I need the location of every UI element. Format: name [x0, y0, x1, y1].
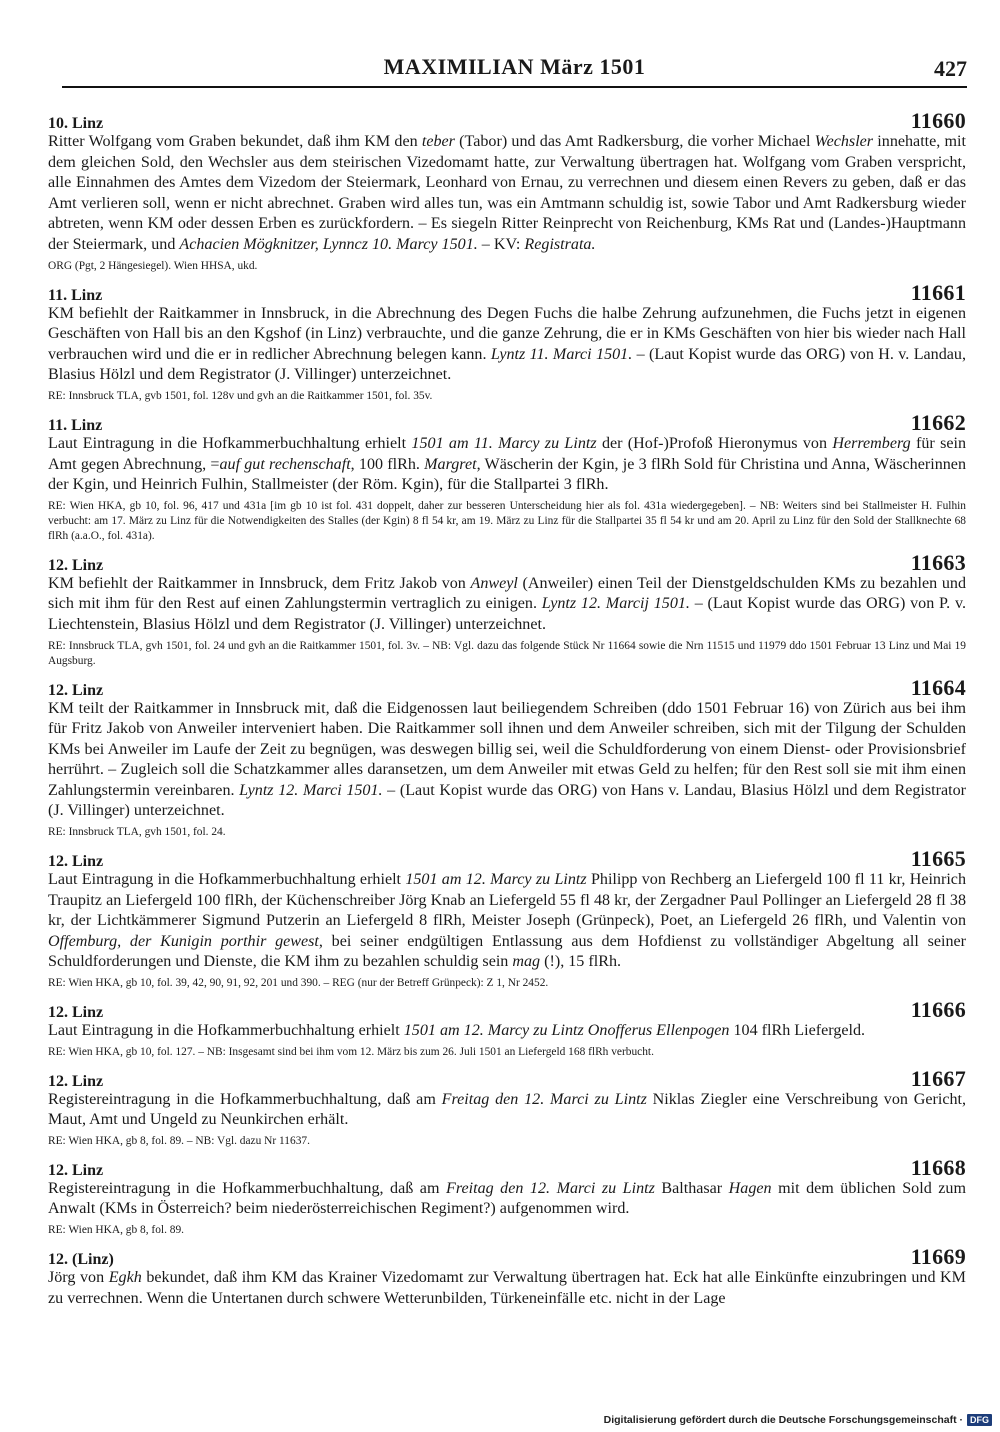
- page-header: [62, 52, 967, 84]
- dfg-logo: DFG: [967, 1414, 992, 1426]
- text-segment: KM befiehlt der Raitkammer in Innsbruck, in die Abrechnung des Degen Fuchs die halbe Zehrung aufzunehmen, die Fuchs jetzt in eigenen Geschäften von Hall bis an den Kgshof (in Linz) verbrauchte, und die ganze Zehrung, die er in KMs Geschäften von hier bis wieder nach Hall verbrauchen wird und die er in redlicher Abrechnung belegen kann.: [48, 304, 966, 363]
- entry-text: [48, 304, 966, 386]
- italic-segment: 1501 am 11. Marcy zu Lintz: [411, 434, 597, 452]
- italic-segment: Lyntz 12. Marci 1501.: [239, 781, 383, 799]
- entry-heading: [48, 1066, 966, 1090]
- text-segment: , bei seiner endgültigen Entlassung aus dem Hofdienst zu vollständiger Abgeltung all seiner Schuldforderungen und Dienste, die KM ihm zu bezahlen schuldig sein: [48, 932, 966, 971]
- italic-segment: Wechsler: [814, 133, 874, 150]
- entry-source-note: ORG (Pgt, 2 Hängesiegel). Wien HHSA, ukd.: [48, 259, 258, 272]
- entry-date: 12. (Linz): [48, 1251, 114, 1268]
- page-footer: [604, 1414, 992, 1426]
- entry-source-note: RE: Wien HKA, gb 10, fol. 96, 417 und 431a [im gb 10 ist fol. 431 doppelt, daher zur besseren Unterscheidung hier als fol. 431a wiedergegeben]. – NB: Weiters sind bei Stallmeister H. Fulhin verbucht: am 17. März zu Linz für die Notwendigkeiten des Stalles (der Kgin) 8 fl 54 kr, am 19. März zu Linz für die Stallpartei 35 fl 54 kr und am 20. April zu Linz für den Sold der Stallknechte 68 flRh (a.a.O., fol. 431a).: [48, 499, 966, 542]
- regest-entry: [48, 997, 966, 1060]
- regest-entry: [48, 280, 966, 404]
- entry-heading: [48, 846, 966, 870]
- regest-entry: [48, 108, 966, 274]
- entry-text: [48, 1268, 966, 1309]
- italic-segment: teber: [421, 133, 455, 150]
- text-segment: Jörg von: [48, 1269, 109, 1286]
- entry-number: 11666: [910, 997, 966, 1023]
- italic-segment: 1501 am 12. Marcy zu Lintz Onofferus Ellenpogen: [403, 1022, 730, 1040]
- text-segment: Laut Eintragung in die Hofkammerbuchhaltung erhielt: [48, 871, 406, 889]
- entry-number: 11661: [910, 279, 966, 305]
- entry-text: [48, 870, 966, 973]
- entry-source-note: RE: Wien HKA, gb 10, fol. 39, 42, 90, 91, 92, 201 und 390. – REG (nur der Betreff Grünpeck): Z 1, Nr 2452.: [48, 977, 549, 990]
- text-segment: mit dem üblichen Sold zum Anwalt (KMs in Österreich? beim niederösterreichischen Regiment?) aufgenommen wird.: [48, 1179, 966, 1218]
- italic-segment: Hagen: [728, 1179, 772, 1197]
- entry-text: [48, 699, 966, 823]
- entry-date: 11. Linz: [48, 286, 103, 304]
- italic-segment: 1501 am 12. Marcy zu Lintz: [405, 871, 587, 889]
- text-segment: Balthasar: [654, 1179, 729, 1197]
- italic-segment: Anweyl: [470, 574, 518, 592]
- entry-date: 12. Linz: [48, 681, 104, 699]
- text-segment: – (Laut Kopist wurde das ORG) von H. v. Landau, Blasius Hölzl und dem Registrator (J. Villinger) unterzeichnet.: [48, 345, 966, 384]
- text-segment: – (Laut Kopist wurde das ORG) von Hans v. Landau, Blasius Hölzl und dem Registrator (J. Villinger) unterzeichnet.: [48, 781, 966, 820]
- entry-source-note: RE: Innsbruck TLA, gvh 1501, fol. 24 und gvh an die Raitkammer 1501, fol. 3v. – NB: Vgl. dazu das folgende Stück Nr 11664 sowie die Nrn 11515 und 11979 ddo 1501 Februar 13 Linz und Mai 19 Augsburg.: [48, 639, 966, 667]
- entry-heading: [48, 1244, 966, 1268]
- text-segment: Registereintragung in die Hofkammerbuchhaltung, daß am: [48, 1179, 446, 1197]
- entry-heading: [48, 108, 966, 132]
- italic-segment: Margret: [424, 455, 477, 473]
- entry-number: 11660: [910, 108, 966, 133]
- entry-number: 11668: [910, 1154, 966, 1180]
- entry-text: [48, 574, 966, 636]
- regest-entry: [48, 1244, 966, 1309]
- italic-segment: Offemburg, der Kunigin porthir gewest: [48, 932, 319, 950]
- entry-date: 11. Linz: [48, 416, 103, 434]
- entry-source-note: RE: Innsbruck TLA, gvb 1501, fol. 128v und gvh an die Raitkammer 1501, fol. 35v.: [48, 389, 433, 402]
- text-segment: (!), 15 flRh.: [540, 953, 622, 971]
- text-segment: 104 flRh Liefergeld.: [729, 1022, 866, 1040]
- page-number: 427: [934, 56, 967, 81]
- regest-entry: [48, 1155, 966, 1238]
- entry-heading: [48, 675, 966, 699]
- entry-text: [48, 132, 966, 256]
- text-segment: innehatte, mit dem gleichen Sold, den Wechsler aus dem steirischen Vizedomamt hatte, zur Verwaltung übertragen hat. Wolfgang vom Graben verspricht, alle Einnahmen des Amtes dem Vizedom der Steiermark, Leonhard von Ernau, zu verrechnen und diesem einen Revers zu geben, daß er das Amt verlieren soll, wenn er nicht abrechnet. Graben wird alles tun, was ein Amtmann schuldig ist, sowie Tabor und Amt Radkersburg wieder abtreten, wenn KM oder dessen Erben es zurückfordern. – Es siegeln Ritter Reinprecht von Reichenburg, KMs Rat und (Landes-)Hauptmann der Steiermark, und: [48, 133, 966, 253]
- entry-number: 11663: [910, 549, 966, 575]
- italic-segment: mag: [512, 953, 541, 971]
- entry-heading: [48, 410, 966, 434]
- entry-date: 12. Linz: [48, 1072, 104, 1090]
- italic-segment: Lyntz 11. Marci 1501.: [490, 345, 633, 363]
- entry-source-note: RE: Innsbruck TLA, gvh 1501, fol. 24.: [48, 826, 226, 839]
- entry-date: 12. Linz: [48, 1004, 104, 1022]
- entry-number: 11669: [910, 1244, 966, 1269]
- entry-date: 10. Linz: [48, 115, 104, 132]
- entry-heading: [48, 997, 966, 1021]
- text-segment: der (Hof-)Profoß Hieronymus von: [596, 434, 833, 452]
- entry-text: [48, 434, 966, 496]
- regest-entries: [48, 108, 966, 1388]
- italic-segment: Egkh: [108, 1269, 142, 1286]
- text-segment: KM teilt der Raitkammer in Innsbruck mit, daß die Eidgenossen laut beiliegendem Schreiben (ddo 1501 Februar 16) von Zürich aus bei ihm für Fritz Jakob von Anweiler interveniert haben. Die Raitkammer soll ihnen und dem Anweiler schreiben, sich mit der Tilgung der Schulden KMs bei Anweiler im Laufe der Zeit zu begnügen, was deswegen billig sei, weil die Schuldforderung von einem Dienst- oder Provisionsbrief herrührt. – Zugleich soll die Schatzkammer alles daransetzen, um dem Anweiler mit etwas Geld zu helfen; für den Rest soll sie mit ihm einen Zahlungstermin vereinbaren.: [48, 699, 966, 799]
- entry-source-note: RE: Wien HKA, gb 10, fol. 127. – NB: Insgesamt sind bei ihm vom 12. März bis zum 26. Juli 1501 an Liefergeld 168 flRh verbucht.: [48, 1045, 654, 1058]
- italic-segment: Freitag den 12. Marci zu Lintz: [441, 1090, 647, 1108]
- text-segment: – (Laut Kopist wurde das ORG) von P. v. Liechtenstein, Blasius Hölzl und dem Registrator (J. Villinger) unterzeichnet.: [48, 595, 966, 633]
- entry-number: 11667: [910, 1065, 966, 1091]
- text-segment: Laut Eintragung in die Hofkammerbuchhaltung erhielt: [48, 1022, 404, 1040]
- running-title: MAXIMILIAN März 1501: [383, 54, 646, 79]
- italic-segment: auf gut rechenschaft: [219, 455, 351, 473]
- entry-date: 12. Linz: [48, 853, 104, 871]
- entry-text: [48, 1021, 966, 1042]
- italic-segment: Herremberg: [832, 434, 911, 452]
- italic-segment: Freitag den 12. Marci zu Lintz: [445, 1179, 655, 1197]
- entry-text: [48, 1090, 966, 1131]
- header-rule: [62, 86, 967, 88]
- entry-date: 12. Linz: [48, 556, 104, 574]
- entry-text: [48, 1179, 966, 1220]
- text-segment: KM befiehlt der Raitkammer in Innsbruck, dem Fritz Jakob von: [48, 574, 471, 592]
- entry-number: 11665: [910, 846, 966, 872]
- text-segment: (Anweiler) einen Teil der Dienstgeldschulden KMs zu bezahlen und sich mit ihm für den Rest auf einen Zahlungstermin vertraglich zu einigen.: [48, 574, 966, 613]
- funding-note: Digitalisierung gefördert durch die Deutsche Forschungsgemeinschaft ·: [603, 1414, 963, 1426]
- text-segment: bekundet, daß ihm KM das Krainer Vizedomamt zur Verwaltung übertragen hat. Eck hat alle Einkünfte einzubringen und KM zu verrechnen. Wenn die Untertanen durch schwere Wetterunbilden, Türkeneinfälle etc. nicht in der Lage: [48, 1269, 966, 1307]
- text-segment: Ritter Wolfgang vom Graben bekundet, daß ihm KM den: [48, 133, 422, 150]
- entry-source-note: RE: Wien HKA, gb 8, fol. 89.: [48, 1224, 185, 1236]
- italic-segment: Lyntz 12. Marcij 1501.: [541, 595, 690, 613]
- text-segment: , 100 flRh.: [350, 455, 425, 473]
- entry-number: 11664: [910, 674, 966, 700]
- text-segment: (Tabor) und das Amt Radkersburg, die vorher Michael: [454, 133, 815, 150]
- text-segment: – KV:: [477, 235, 525, 253]
- regest-entry: [48, 1066, 966, 1149]
- text-segment: Philipp von Rechberg an Liefergeld 100 fl 11 kr, Heinrich Traupitz an Liefergeld 100 flRh, der Küchenschreiber Jörg Knab an Liefergeld 55 fl 48 kr, der Zergadner Paul Pollinger an Liefergeld 28 fl 38 kr, der Lichtkämmerer Sigmund Putzerin an Liefergeld 8 flRh, Meister Joseph (Grünpeck), Poet, an Liefergeld 26 flRh, und Valentin von: [48, 871, 966, 930]
- regest-entry: [48, 550, 966, 669]
- entry-source-note: RE: Wien HKA, gb 8, fol. 89. – NB: Vgl. dazu Nr 11637.: [48, 1134, 310, 1147]
- text-segment: , Wäscherin der Kgin, je 3 flRh Sold für Christina und Anna, Wäscherinnen der Kgin, und Heinrich Fulhin, Stallmeister (der Röm. Kgin), für die Stallpartei 3 flRh.: [48, 455, 966, 494]
- entry-heading: [48, 1155, 966, 1179]
- text-segment: Niklas Ziegler eine Verschreibung von Gericht, Maut, Amt und Ungeld zu Neunkirchen erhält.: [48, 1090, 966, 1129]
- italic-segment: Achacien Mögknitzer, Lynncz 10. Marcy 1501.: [179, 235, 478, 253]
- text-segment: für sein Amt gegen Abrechnung, =: [48, 434, 966, 473]
- italic-segment: Registrata.: [524, 235, 596, 253]
- entry-number: 11662: [910, 409, 966, 435]
- regest-entry: [48, 846, 966, 991]
- entry-date: 12. Linz: [48, 1161, 104, 1179]
- text-segment: Registereintragung in die Hofkammerbuchhaltung, daß am: [48, 1090, 442, 1108]
- entry-heading: [48, 550, 966, 574]
- regest-entry: [48, 410, 966, 544]
- regest-entry: [48, 675, 966, 841]
- entry-heading: [48, 280, 966, 304]
- text-segment: Laut Eintragung in die Hofkammerbuchhaltung erhielt: [48, 434, 412, 452]
